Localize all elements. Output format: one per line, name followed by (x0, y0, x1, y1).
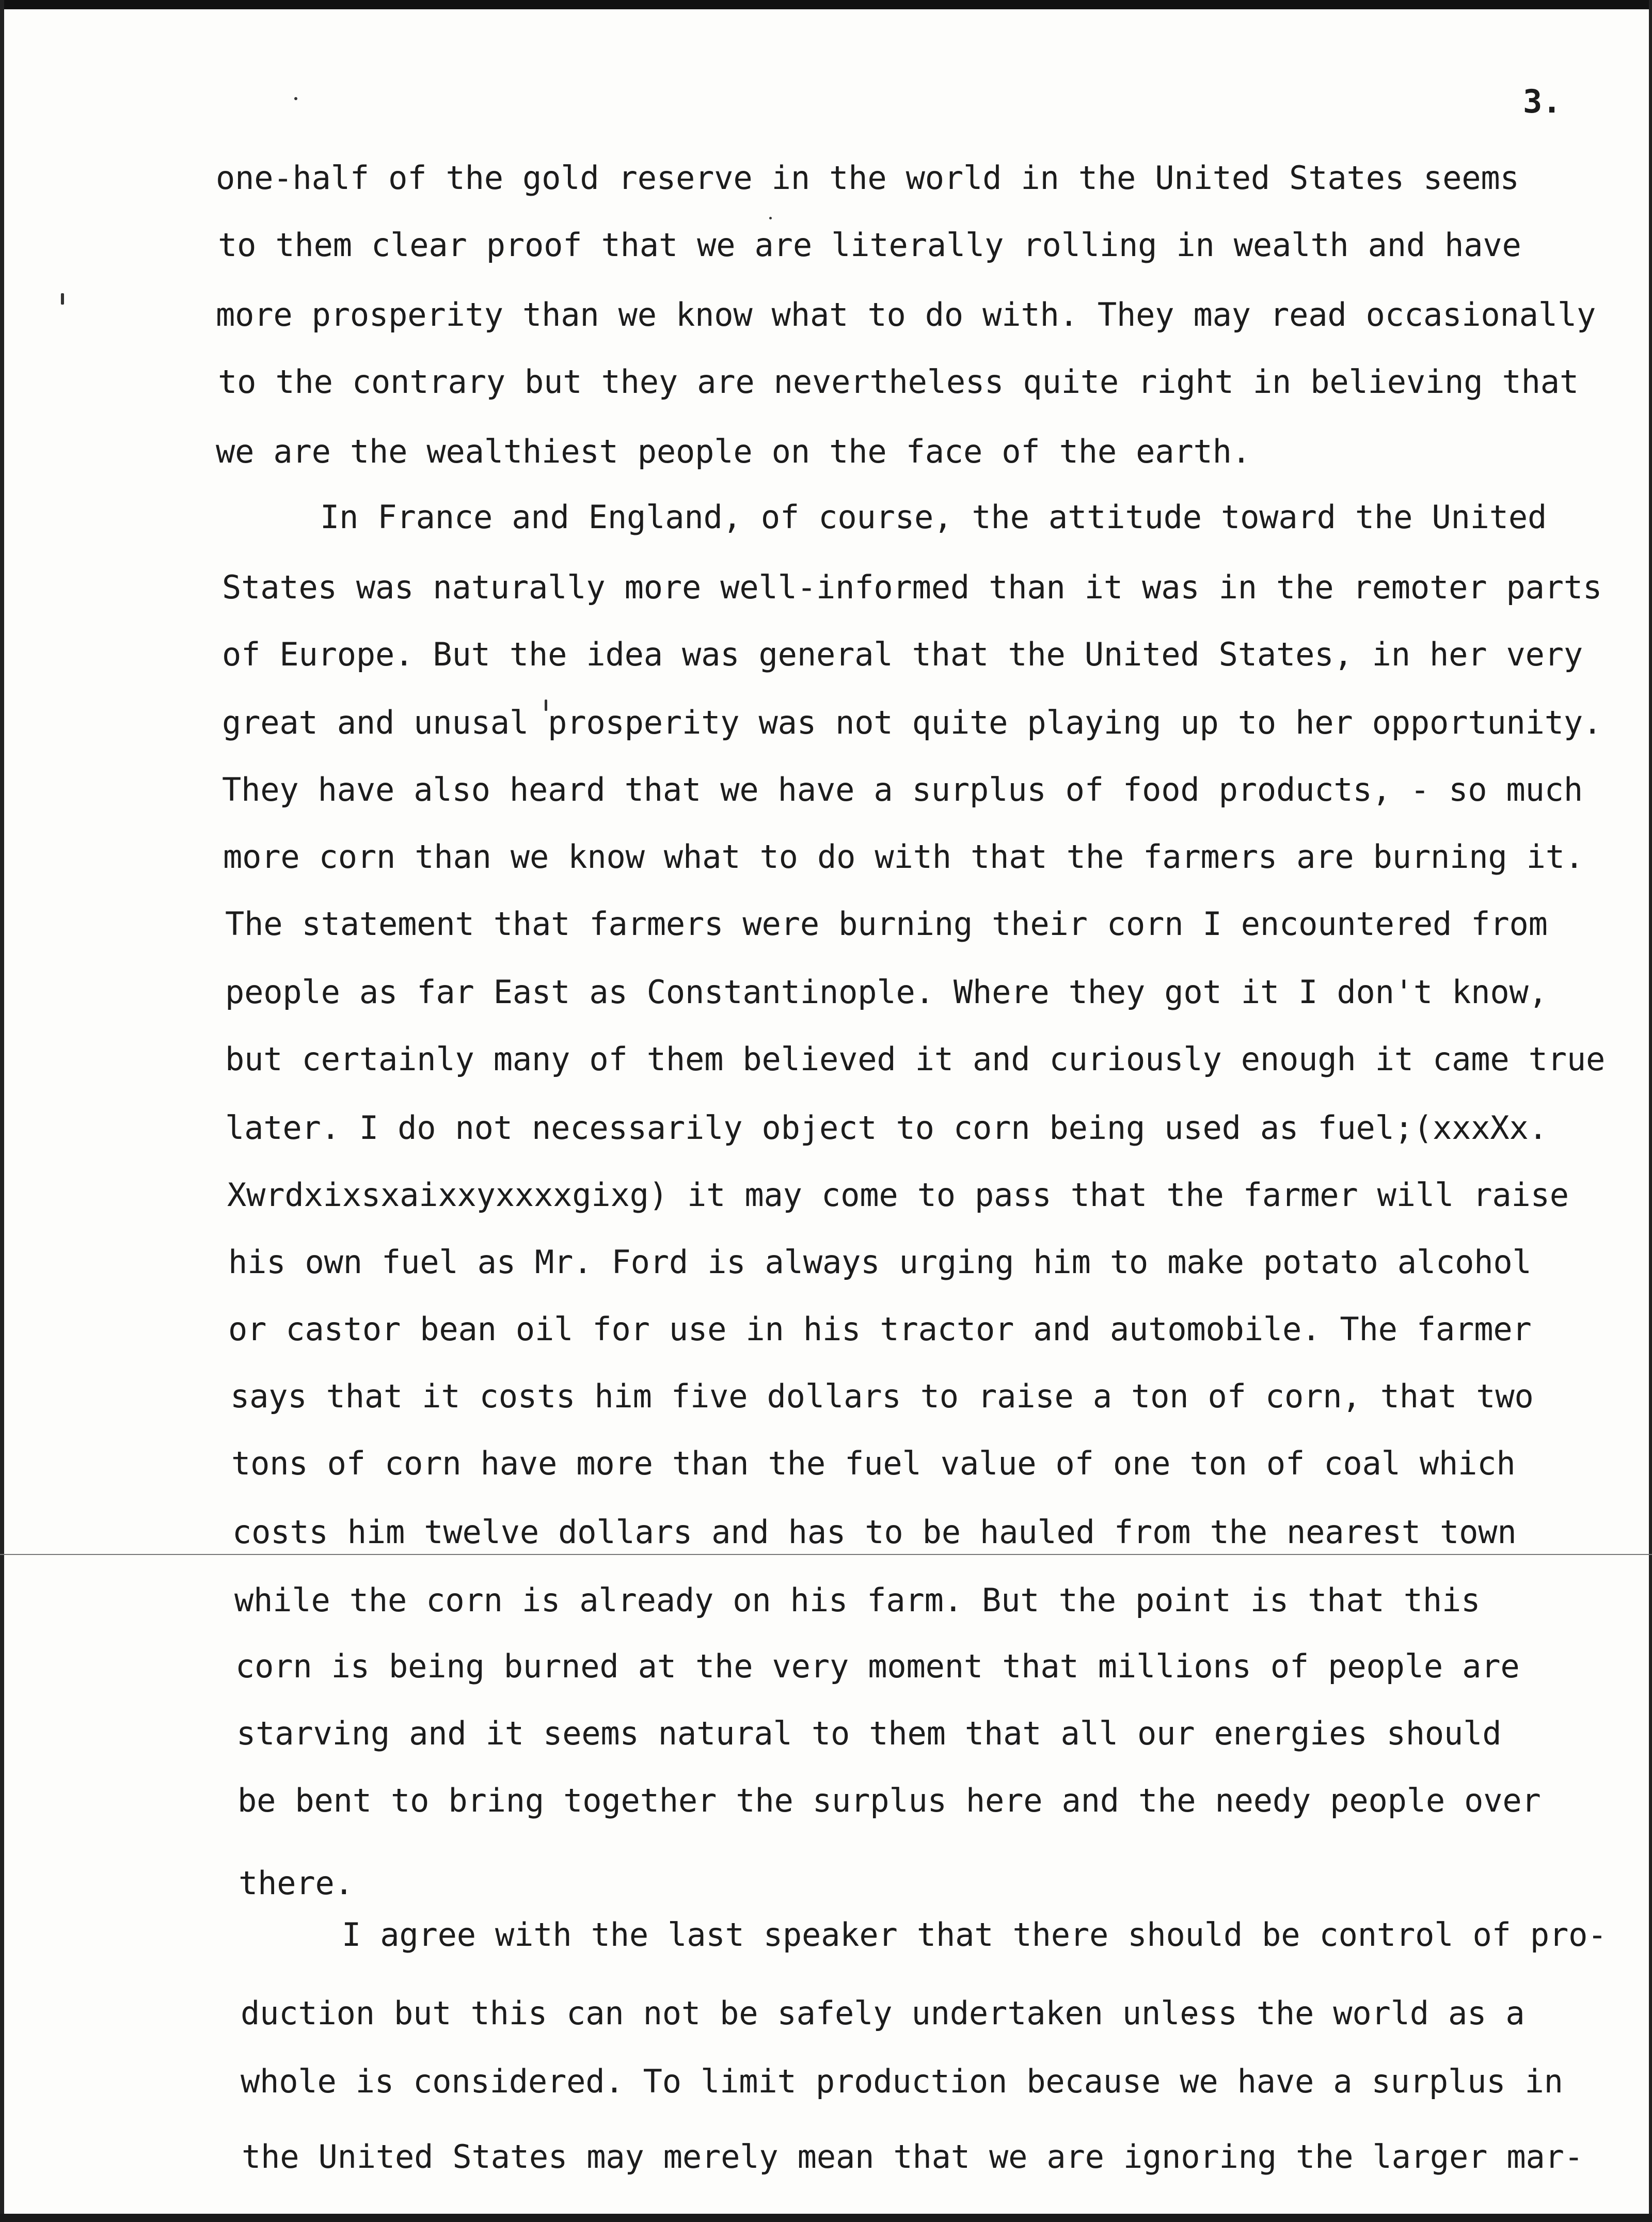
text-line: starving and it seems natural to them that all our energies should (236, 1715, 1502, 1752)
text-line: says that it costs him five dollars to raise a ton of corn, that two (230, 1377, 1534, 1415)
text-line: great and unusal prosperity was not quite playing up to her opportunity. (222, 704, 1602, 741)
text-line: more corn than we know what to do with that the farmers are burning it. (223, 838, 1584, 876)
text-line: to them clear proof that we are literally rolling in wealth and have (218, 226, 1521, 264)
page-number: 3. (1523, 83, 1562, 120)
text-line: there. (239, 1864, 354, 1902)
text-line: duction but this can not be safely undertaken unless the world as a (241, 1994, 1525, 2032)
text-line: more prosperity than we know what to do with. They may read occasionally (216, 296, 1596, 334)
text-line: but certainly many of them believed it and curiously enough it came true (225, 1040, 1606, 1078)
text-line: corn is being burned at the very moment that millions of people are (235, 1647, 1520, 1685)
text-line: They have also heard that we have a surplus of food products, - so much (222, 771, 1583, 808)
text-line: be bent to bring together the surplus here and the needy people over (237, 1782, 1541, 1819)
text-line: of Europe. But the idea was general that the United States, in her very (222, 636, 1583, 673)
text-line: later. I do not necessarily object to corn being used as fuel;(xxxXx. (225, 1109, 1548, 1147)
text-line: In France and England, of course, the attitude toward the United (320, 498, 1547, 536)
text-line: Xwrdxixsxaixxyxxxxgixg) it may come to pass that the farmer will raise (227, 1176, 1569, 1214)
text-line: the United States may merely mean that we are ignoring the larger mar- (242, 2138, 1583, 2176)
text-line: costs him twelve dollars and has to be hauled from the nearest town (232, 1513, 1517, 1551)
text-line: one-half of the gold reserve in the world in the United States seems (216, 159, 1519, 197)
text-line: States was naturally more well-informed than it was in the remoter parts (222, 568, 1602, 606)
text-line: The statement that farmers were burning their corn I encountered from (225, 905, 1548, 943)
text-line: we are the wealthiest people on the face of the earth. (216, 433, 1251, 470)
text-line: whole is considered. To limit production because we have a surplus in (241, 2062, 1563, 2100)
text-line: people as far East as Constantinople. Where they got it I don't know, (225, 973, 1548, 1011)
text-line: or castor bean oil for use in his tractor and automobile. The farmer (228, 1310, 1532, 1348)
text-line: to the contrary but they are nevertheless quite right in believing that (218, 363, 1579, 401)
text-line: I agree with the last speaker that there should be control of pro- (342, 1916, 1607, 1954)
text-line: while the corn is already on his farm. But the point is that this (234, 1581, 1481, 1619)
text-line: his own fuel as Mr. Ford is always urging him to make potato alcohol (228, 1243, 1532, 1281)
text-line: tons of corn have more than the fuel value of one ton of coal which (231, 1445, 1516, 1482)
